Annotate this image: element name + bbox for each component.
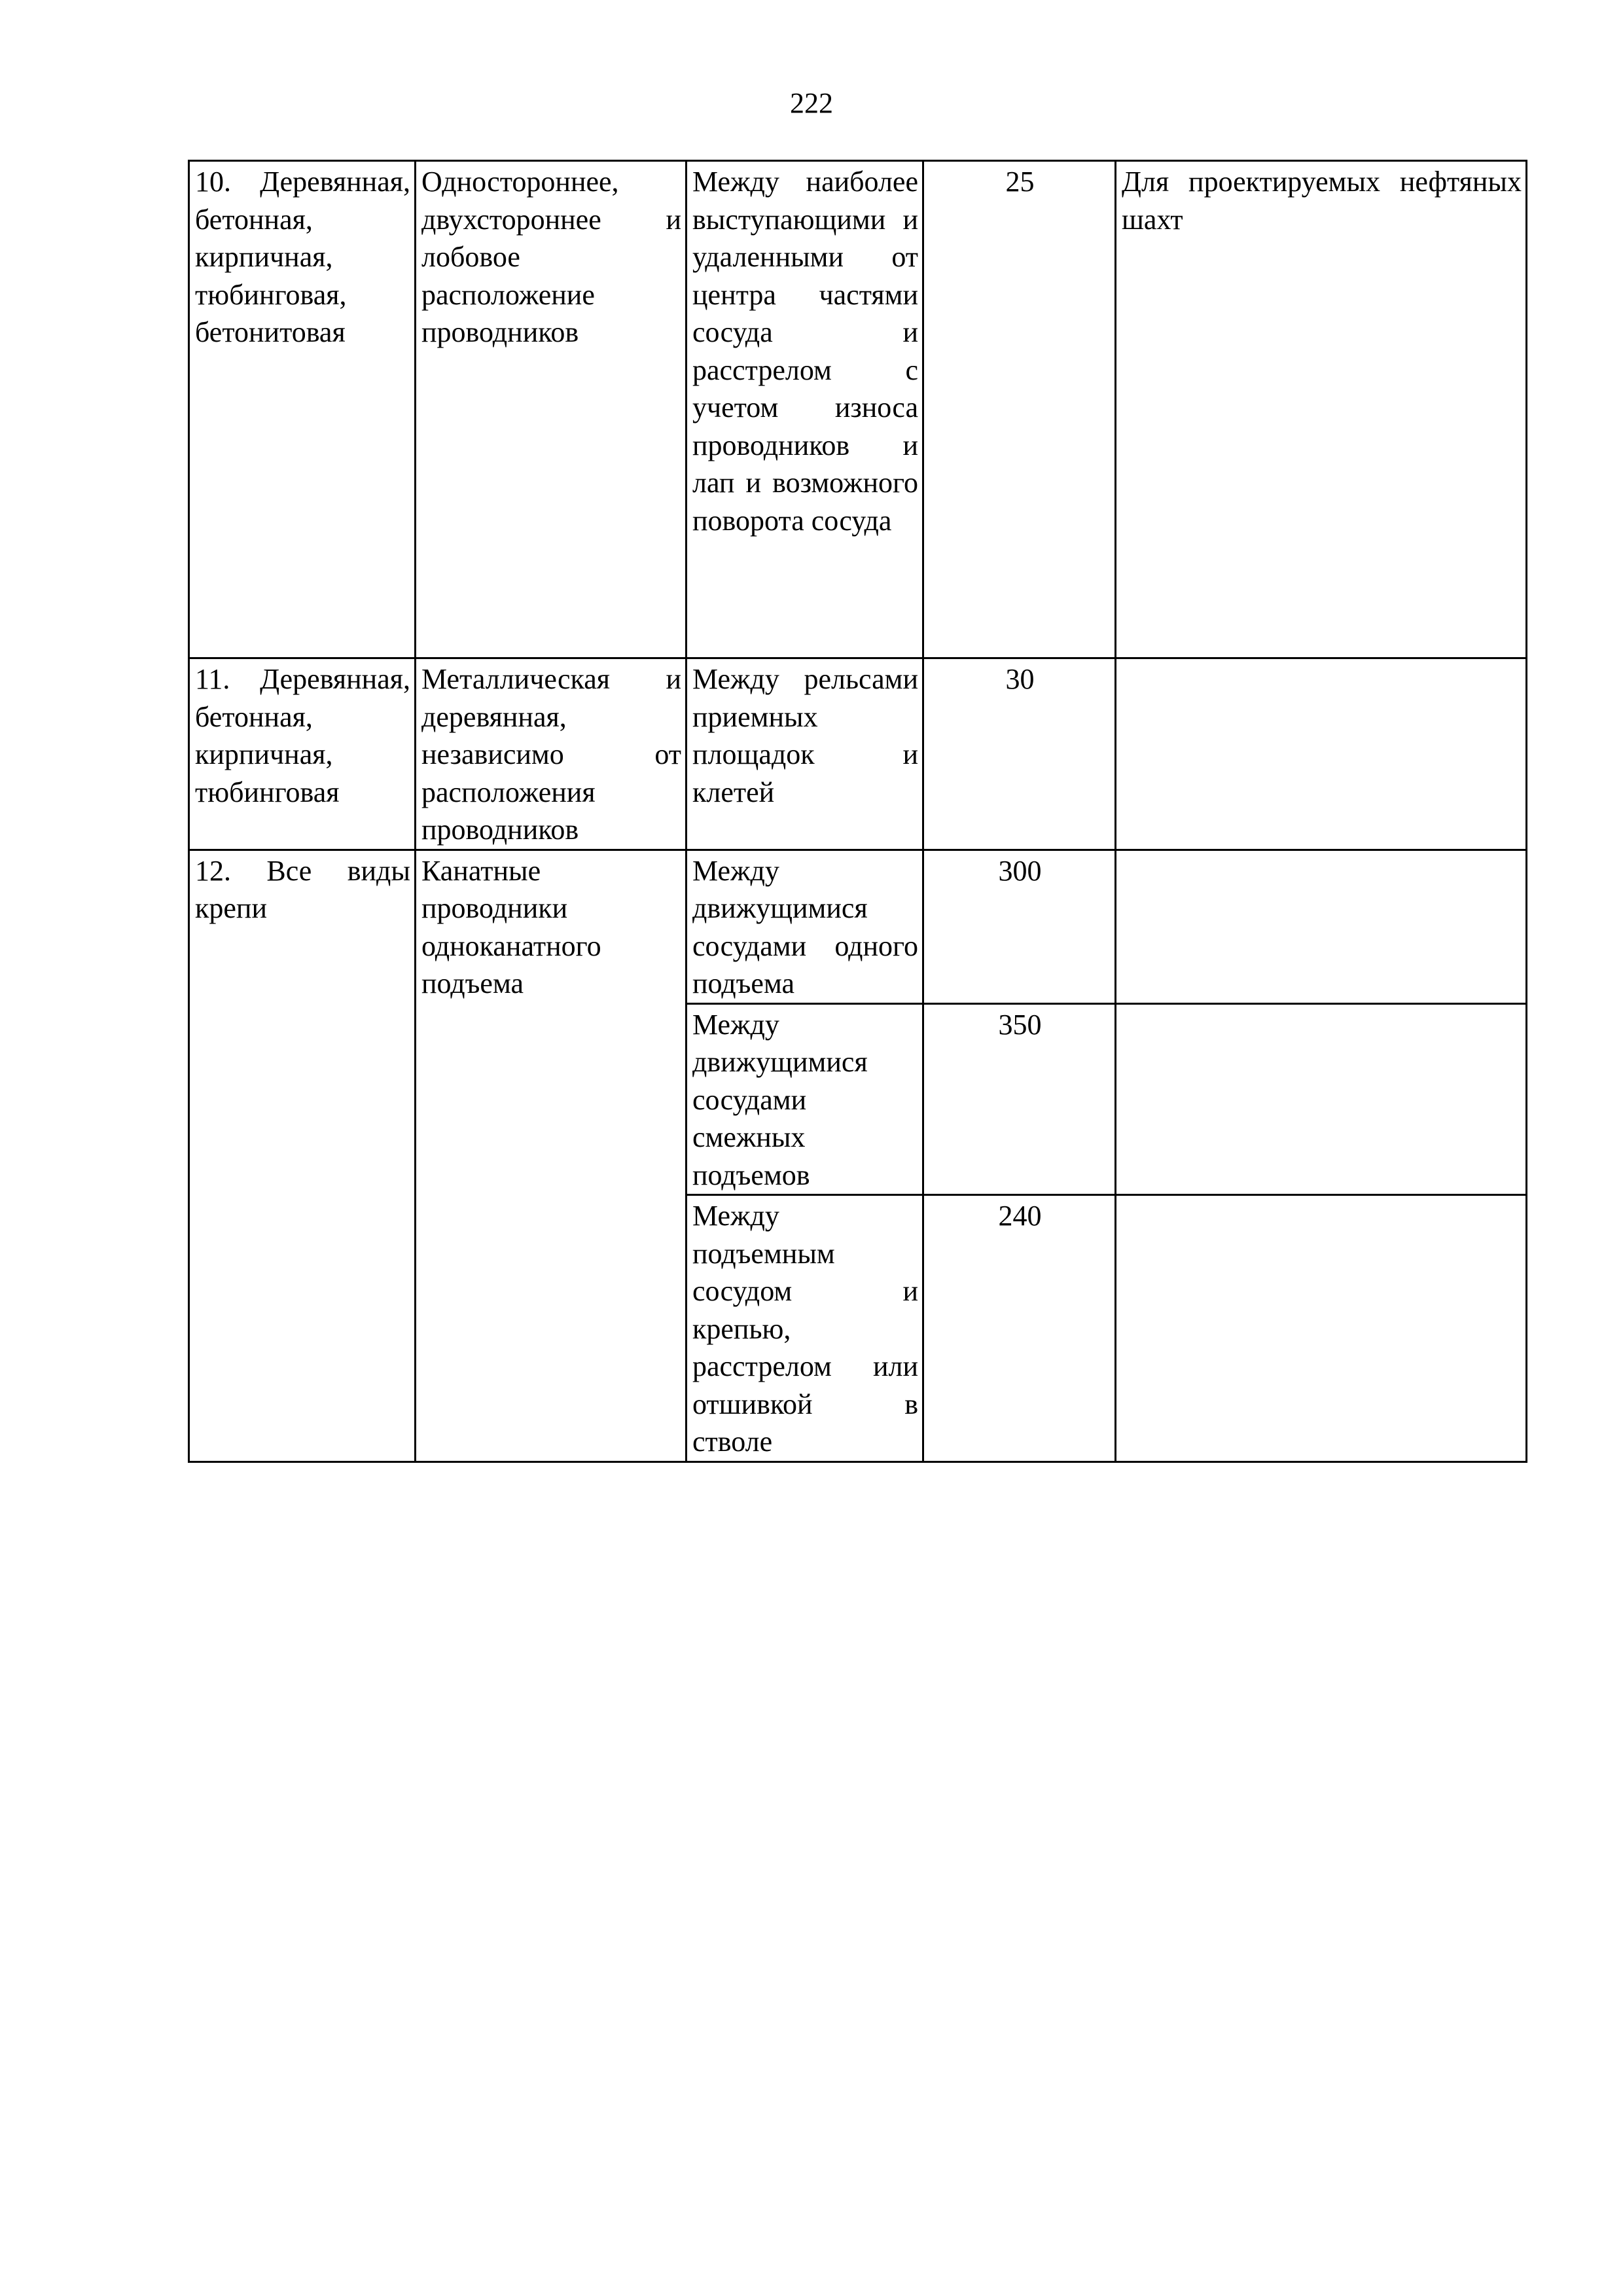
guide-arrangement-cell: Канатные проводники одноканатного подъема	[416, 850, 687, 1462]
support-type-cell: 11. Деревянная, бетонная, кирпичная, тюбинговая	[189, 658, 416, 850]
guide-arrangement-cell: Металлическая и деревянная, независимо от расположения проводников	[416, 658, 687, 850]
support-type-cell: 12. Все виды крепи	[189, 850, 416, 1462]
support-type-cell: 10. Деревянная, бетонная, кирпичная, тюбинговая, бетонитовая	[189, 161, 416, 658]
guide-arrangement-cell: Одностороннее, двухстороннее и лобовое расположение проводников	[416, 161, 687, 658]
gap-description-cell: Между движущимися сосудами смежных подъемов	[687, 1003, 923, 1195]
table-row	[189, 850, 1527, 1003]
table-row	[189, 658, 1527, 850]
note-cell	[1116, 1195, 1527, 1462]
note-cell	[1116, 1003, 1527, 1195]
clearance-value-cell: 240	[923, 1195, 1116, 1462]
note-cell: Для проектируемых нефтяных шахт	[1116, 161, 1527, 658]
table-row	[189, 161, 1527, 658]
regulation-table	[188, 160, 1527, 1463]
gap-description-cell: Между рельсами приемных площадок и клетей	[687, 658, 923, 850]
page-number: 222	[790, 87, 833, 119]
gap-description-cell: Между наиболее выступающими и удаленными от центра частями сосуда и расстрелом с учетом износа проводников и лап и возможного поворота сосуда	[687, 161, 923, 658]
gap-description-cell: Между движущимися сосудами одного подъема	[687, 850, 923, 1003]
clearance-value-cell: 25	[923, 161, 1116, 658]
gap-description-cell: Между подъемным сосудом и крепью, расстрелом или отшивкой в стволе	[687, 1195, 923, 1462]
clearance-value-cell: 30	[923, 658, 1116, 850]
clearance-value-cell: 300	[923, 850, 1116, 1003]
clearance-value-cell: 350	[923, 1003, 1116, 1195]
note-cell	[1116, 850, 1527, 1003]
note-cell	[1116, 658, 1527, 850]
